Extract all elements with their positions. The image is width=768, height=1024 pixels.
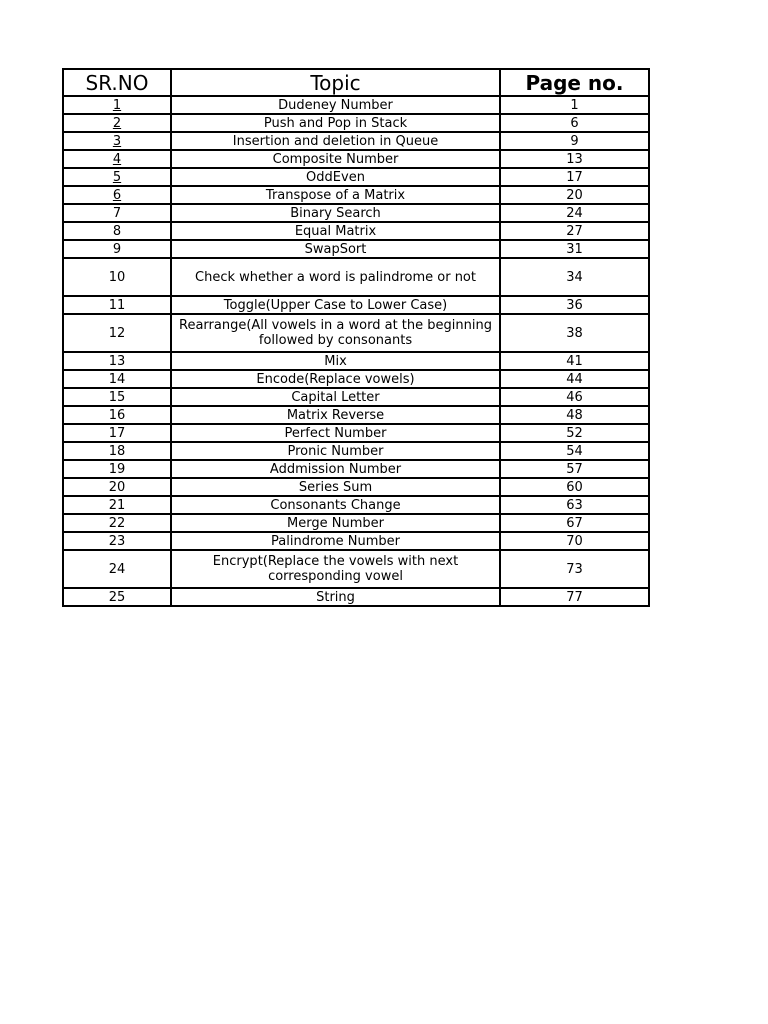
sr-no-header: SR.NO [63,69,171,96]
sr-no-cell: 7 [63,204,171,222]
topic-cell: Dudeney Number [171,96,500,114]
sr-no-cell: 8 [63,222,171,240]
sr-no-cell: 9 [63,240,171,258]
topic-cell: SwapSort [171,240,500,258]
sr-no-cell: 3 [63,132,171,150]
page-no-cell: 6 [500,114,649,132]
page-no-cell: 57 [500,460,649,478]
table-row [63,460,649,478]
topic-cell: Perfect Number [171,424,500,442]
topic-cell: Matrix Reverse [171,406,500,424]
page-no-cell: 1 [500,96,649,114]
page-no-cell: 27 [500,222,649,240]
page-no-header: Page no. [500,69,649,96]
sr-no-cell: 2 [63,114,171,132]
sr-no-cell: 14 [63,370,171,388]
sr-no-cell: 6 [63,186,171,204]
sr-no-cell: 10 [63,258,171,296]
topic-cell: Equal Matrix [171,222,500,240]
topic-cell: Rearrange(All vowels in a word at the beginning followed by consonants [171,314,500,352]
table-row [63,406,649,424]
page-no-cell: 34 [500,258,649,296]
table-row [63,478,649,496]
sr-no-cell: 11 [63,296,171,314]
page-no-cell: 70 [500,532,649,550]
page-no-cell: 48 [500,406,649,424]
sr-no-cell: 21 [63,496,171,514]
topic-cell: Toggle(Upper Case to Lower Case) [171,296,500,314]
topic-cell: Composite Number [171,150,500,168]
table-row [63,314,649,352]
topic-cell: Capital Letter [171,388,500,406]
table-row [63,532,649,550]
sr-no-cell: 19 [63,460,171,478]
table-row [63,240,649,258]
page-no-cell: 36 [500,296,649,314]
page-no-cell: 24 [500,204,649,222]
sr-no-cell: 16 [63,406,171,424]
topic-cell: Merge Number [171,514,500,532]
table-row [63,222,649,240]
table-row [63,424,649,442]
page-no-cell: 77 [500,588,649,606]
table-row [63,496,649,514]
table-row [63,370,649,388]
topic-cell: Check whether a word is palindrome or not [171,258,500,296]
topic-cell: Series Sum [171,478,500,496]
table-row [63,296,649,314]
table-row [63,96,649,114]
topic-cell: Addmission Number [171,460,500,478]
table-row [63,258,649,296]
table-row [63,388,649,406]
table-row [63,114,649,132]
page-no-cell: 63 [500,496,649,514]
topic-header: Topic [171,69,500,96]
sr-no-cell: 20 [63,478,171,496]
table-body [63,96,649,606]
table-row [63,150,649,168]
page-no-cell: 54 [500,442,649,460]
page-no-cell: 41 [500,352,649,370]
page-no-cell: 60 [500,478,649,496]
topic-cell: Consonants Change [171,496,500,514]
table-row [63,132,649,150]
topic-cell: Palindrome Number [171,532,500,550]
page-no-cell: 20 [500,186,649,204]
table-row [63,204,649,222]
sr-no-cell: 24 [63,550,171,588]
page-no-cell: 9 [500,132,649,150]
table-row [63,588,649,606]
table-row [63,186,649,204]
topic-cell: Pronic Number [171,442,500,460]
topic-cell: Push and Pop in Stack [171,114,500,132]
topic-cell: String [171,588,500,606]
sr-no-cell: 22 [63,514,171,532]
topic-cell: Encrypt(Replace the vowels with next corresponding vowel [171,550,500,588]
topic-cell: Insertion and deletion in Queue [171,132,500,150]
sr-no-cell: 13 [63,352,171,370]
sr-no-cell: 23 [63,532,171,550]
page-no-cell: 67 [500,514,649,532]
table-row [63,442,649,460]
sr-no-cell: 15 [63,388,171,406]
sr-no-cell: 5 [63,168,171,186]
table-row [63,168,649,186]
sr-no-cell: 1 [63,96,171,114]
topic-cell: Transpose of a Matrix [171,186,500,204]
index-table [62,68,650,607]
header-row [63,69,649,96]
page-no-cell: 17 [500,168,649,186]
topic-cell: Binary Search [171,204,500,222]
page-no-cell: 46 [500,388,649,406]
sr-no-cell: 4 [63,150,171,168]
topic-cell: Encode(Replace vowels) [171,370,500,388]
page-no-cell: 31 [500,240,649,258]
sr-no-cell: 12 [63,314,171,352]
page-no-cell: 44 [500,370,649,388]
page-no-cell: 38 [500,314,649,352]
sr-no-cell: 18 [63,442,171,460]
table-row [63,514,649,532]
topic-cell: Mix [171,352,500,370]
sr-no-cell: 17 [63,424,171,442]
topic-cell: OddEven [171,168,500,186]
table-row [63,352,649,370]
sr-no-cell: 25 [63,588,171,606]
page-no-cell: 52 [500,424,649,442]
page-no-cell: 13 [500,150,649,168]
table-row [63,550,649,588]
page-no-cell: 73 [500,550,649,588]
